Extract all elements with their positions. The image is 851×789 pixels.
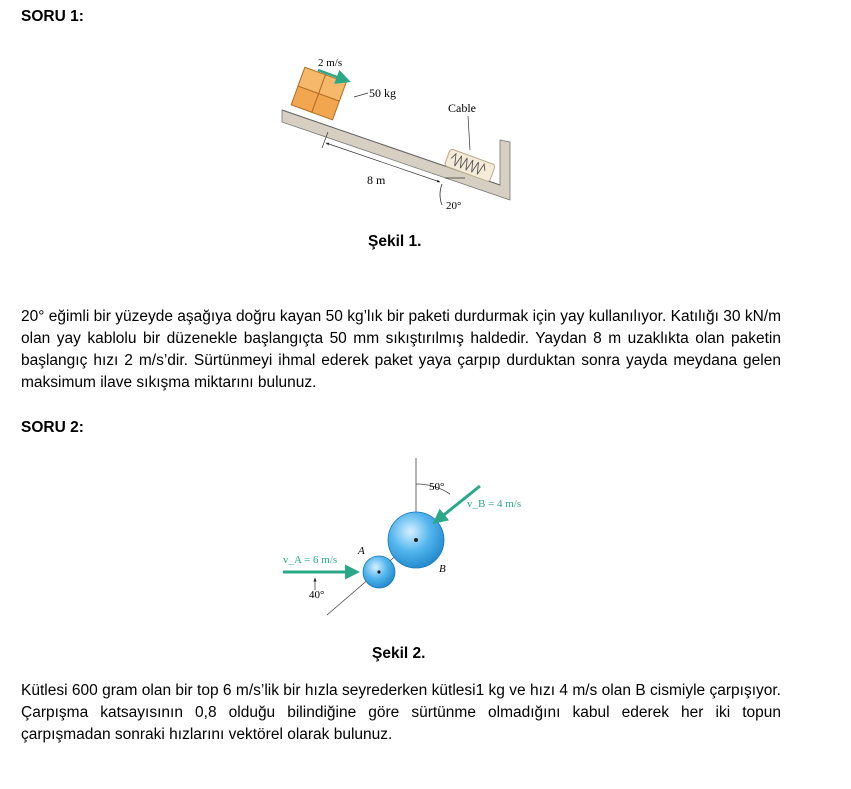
- figure-2: [275, 450, 555, 630]
- speed-label: 2 m/s: [318, 57, 343, 69]
- vb-label: v_B = 4 m/s: [467, 498, 522, 510]
- cable-leader-line: [468, 116, 470, 150]
- label-a: A: [358, 545, 365, 557]
- figure-2-caption: Şekil 2.: [372, 645, 426, 662]
- q2-heading: SORU 2:: [21, 419, 84, 436]
- figure-1: [270, 50, 550, 220]
- mass-leader-line: [354, 93, 368, 97]
- angle-top-label: 50°: [429, 481, 445, 493]
- mass-label: 50 kg: [369, 86, 396, 100]
- ball-a-center: [377, 570, 380, 573]
- q1-text: 20° eğimli bir yüzeyde aşağıya doğru kayan 50 kg’lık bir paketi durdurmak için yay kullanılıyor. Katılığı 30 kN/m olan yay kablolu bir düzenekle başlangıçta 50 mm sıkıştırılmış haldedir. Yaydan 8 m uzaklıkta olan paketin başlangıç hızı 2 m/s’dir. Sürtünmeyi ihmal ederek paket yaya çarpıp durduktan sonra yayda meydana gelen maksimum ilave sıkışma miktarını bulunuz.: [21, 308, 781, 391]
- q1-heading: SORU 1:: [21, 8, 84, 25]
- q2-text: Kütlesi 600 gram olan bir top 6 m/s’lik bir hızla seyrederken kütlesi1 kg ve hızı 4 m/s olan B cismiyle çarpışıyor. Çarpışma katsayısının 0,8 olduğu bilindiğine göre sürtünme olmadığını kabul ederek her iki topun çarpışmadan sonraki hızlarını vektörel olarak bulunuz.: [21, 682, 781, 743]
- angle-arc: [440, 184, 442, 205]
- label-b: B: [439, 563, 446, 575]
- cable-label: Cable: [448, 101, 476, 115]
- va-label: v_A = 6 m/s: [283, 554, 338, 566]
- angle-label: 20°: [446, 200, 462, 212]
- distance-label: 8 m: [367, 173, 386, 187]
- figure-1-caption: Şekil 1.: [368, 233, 422, 250]
- ball-b-center: [414, 538, 418, 542]
- angle-bottom-label: 40°: [309, 589, 325, 601]
